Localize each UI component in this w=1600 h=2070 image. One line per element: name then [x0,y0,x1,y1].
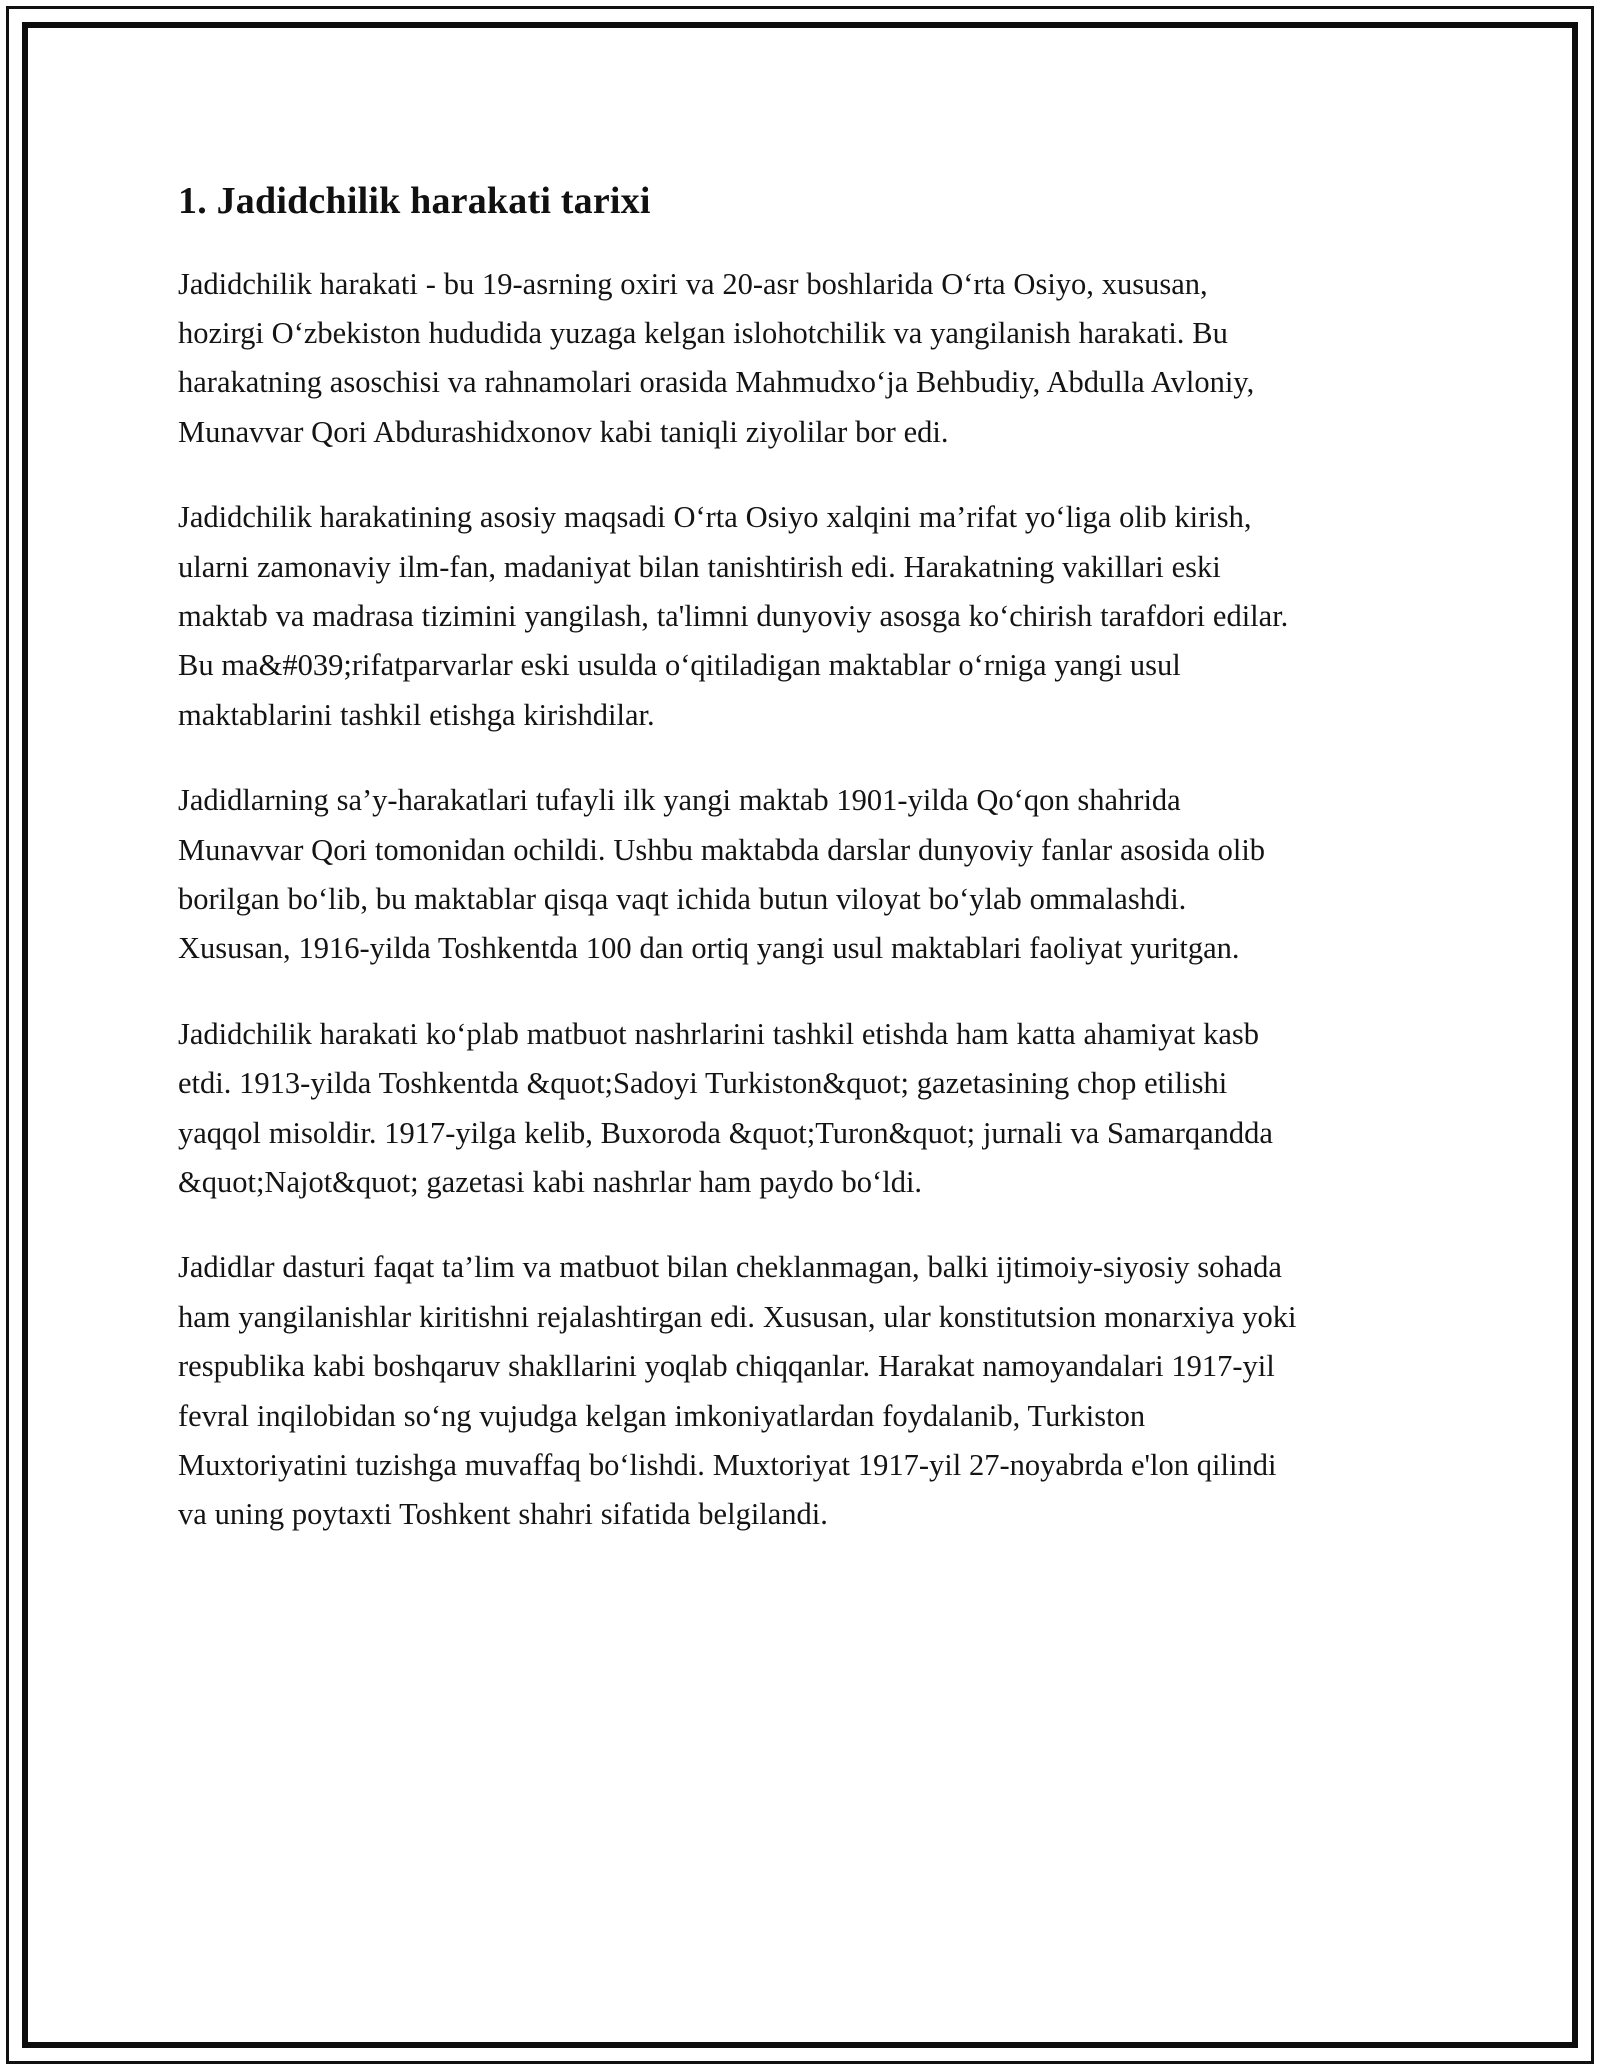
paragraph-2: Jadidchilik harakatining asosiy maqsadi O‘rta Osiyo xalqini ma’rifat yo‘liga olib kirish, ularni zamonaviy ilm-fan, madaniyat bilan tanishtirish edi. Harakatning vakillari eski maktab va madrasa tizimini yangilash, ta'limni dunyoviy asosga ko‘chirish tarafdori edilar. Bu ma&#039;rifatparvarlar eski usulda o‘qitiladigan maktablar o‘rniga yangi usul maktablarini tashkil etishga kirishdilar. [178,500,1289,732]
paragraph-3: Jadidlarning sa’y-harakatlari tufayli ilk yangi maktab 1901-yilda Qo‘qon shahrida Munavvar Qori tomonidan ochildi. Ushbu maktabda darslar dunyoviy fanlar asosida olib borilgan bo‘lib, bu maktablar qisqa vaqt ichida butun viloyat bo‘ylab ommalashdi. Xususan, 1916-yilda Toshkentda 100 dan ortiq yangi usul maktablari faoliyat yuritgan. [178,783,1266,966]
paragraph-1: Jadidchilik harakati - bu 19-asrning oxiri va 20-asr boshlarida O‘rta Osiyo, xususan, hozirgi O‘zbekiston hududida yuzaga kelgan islohotchilik va yangilanish harakati. Bu harakatning asoschisi va rahnamolari orasida Mahmudxo‘ja Behbudiy, Abdulla Avloniy, Munavvar Qori Abdurashidxonov kabi taniqli ziyolilar bor edi. [178,266,1255,449]
page-sheet [28,28,1572,2042]
document-text-body [28,28,1572,1600]
paragraph-4: Jadidchilik harakati ko‘plab matbuot nashrlarini tashkil etishda ham katta ahamiyat kasb etdi. 1913-yilda Toshkentda &quot;Sadoyi Turkiston&quot; gazetasining chop etilishi yaqqol misoldir. 1917-yilga kelib, Buxoroda &quot;Turon&quot; jurnali va Samarqandda &quot;Najot&quot; gazetasi kabi nashrlar ham paydo bo‘ldi. [178,1016,1273,1199]
page-title: 1. Jadidchilik harakati tarixi [178,180,651,222]
paragraph-5: Jadidlar dasturi faqat ta’lim va matbuot bilan cheklanmagan, balki ijtimoiy-siyosiy sohada ham yangilanishlar kiritishni rejalashtirgan edi. Xususan, ular konstitutsion monarxiya yoki respublika kabi boshqaruv shakllarini yoqlab chiqqanlar. Harakat namoyandalari 1917-yil fevral inqilobidan so‘ng vujudga kelgan imkoniyatlardan foydalanib, Turkiston Muxtoriyatini tuzishga muvaffaq bo‘lishdi. Muxtoriyat 1917-yil 27-noyabrda e'lon qilindi va uning poytaxti Toshkent shahri sifatida belgilandi. [178,1250,1297,1532]
